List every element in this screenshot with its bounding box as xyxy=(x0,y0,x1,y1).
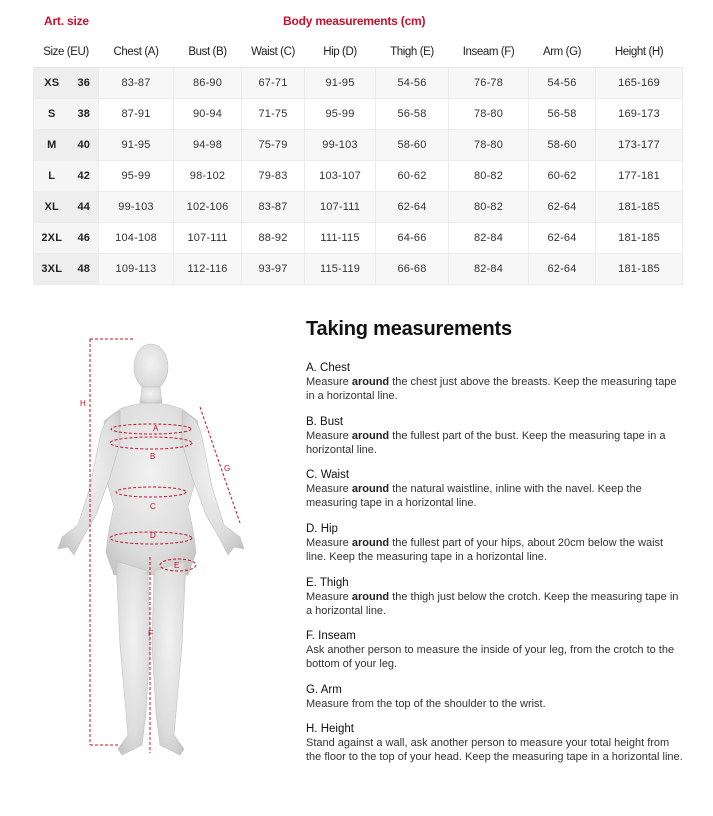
body-silhouette xyxy=(58,344,244,755)
measurement-cell: 82-84 xyxy=(449,223,529,254)
emphasis-text: around xyxy=(351,376,390,388)
measurement-cell: 54-56 xyxy=(376,68,449,99)
measurement-cell: 78-80 xyxy=(449,130,529,161)
size-label: L xyxy=(34,161,70,192)
figure-label-e: E xyxy=(174,561,180,570)
measurement-cell: 82-84 xyxy=(449,254,529,285)
figure-label-a: A xyxy=(153,424,159,433)
description-text: Stand against a wall, ask another person to measure your total height from the floor to the top of your head. Keep the measuring tape in a horizontal line. xyxy=(306,737,683,763)
description-text: Measure xyxy=(306,537,352,549)
size-eu: 40 xyxy=(70,130,99,161)
measurement-item-title: A. Chest xyxy=(306,362,351,374)
description-text: Measure from the top of the shoulder to the wrist. xyxy=(306,698,546,710)
measurement-cell: 60-62 xyxy=(529,161,596,192)
measurement-cell: 104-108 xyxy=(99,223,174,254)
measurement-cell: 112-116 xyxy=(174,254,242,285)
table-row xyxy=(34,161,683,192)
measurement-cell: 165-169 xyxy=(596,68,683,99)
measurement-cell: 66-68 xyxy=(376,254,449,285)
emphasis-text: around xyxy=(351,430,390,442)
measurement-cell: 99-103 xyxy=(99,192,174,223)
table-header-row xyxy=(34,37,683,68)
measurement-cell: 71-75 xyxy=(242,99,305,130)
measurement-item xyxy=(306,722,686,764)
description-text: the chest just above the breasts. Keep the measuring tape in a horizontal line. xyxy=(306,376,677,402)
column-header: Chest (A) xyxy=(99,37,174,68)
column-header: Inseam (F) xyxy=(449,37,529,68)
measurement-cell: 87-91 xyxy=(99,99,174,130)
size-eu: 38 xyxy=(70,99,99,130)
measurement-cell: 102-106 xyxy=(174,192,242,223)
measurement-cell: 111-115 xyxy=(305,223,376,254)
measurement-item-title: H. Height xyxy=(306,723,354,735)
measurement-cell: 107-111 xyxy=(305,192,376,223)
measurement-item-description xyxy=(306,643,686,671)
measurement-cell: 64-66 xyxy=(376,223,449,254)
measurement-cell: 67-71 xyxy=(242,68,305,99)
table-row xyxy=(34,254,683,285)
size-eu: 42 xyxy=(70,161,99,192)
measurement-cell: 181-185 xyxy=(596,192,683,223)
measurement-item-title: E. Thigh xyxy=(306,577,349,589)
measurement-cell: 107-111 xyxy=(174,223,242,254)
measurement-cell: 80-82 xyxy=(449,192,529,223)
size-table xyxy=(33,37,683,285)
measurement-cell: 177-181 xyxy=(596,161,683,192)
body-measurements-header: Body measurements (cm) xyxy=(283,14,426,28)
size-label: 2XL xyxy=(34,223,70,254)
table-row xyxy=(34,130,683,161)
table-row xyxy=(34,223,683,254)
measurement-cell: 95-99 xyxy=(99,161,174,192)
emphasis-text: around xyxy=(351,537,390,549)
figure-label-b: B xyxy=(150,452,156,461)
measurement-cell: 58-60 xyxy=(376,130,449,161)
measurement-item xyxy=(306,683,686,711)
figure-label-c: C xyxy=(150,502,156,511)
measurement-cell: 103-107 xyxy=(305,161,376,192)
measurement-item-description xyxy=(306,536,686,564)
column-header: Thigh (E) xyxy=(376,37,449,68)
description-text: the fullest part of your hips, about 20cm below the waist line. Keep the measuring tape in a horizontal line. xyxy=(306,537,664,563)
measurement-cell: 79-83 xyxy=(242,161,305,192)
size-label: M xyxy=(34,130,70,161)
measurement-cell: 93-97 xyxy=(242,254,305,285)
column-header: Arm (G) xyxy=(529,37,596,68)
measurement-item xyxy=(306,522,686,564)
size-eu: 46 xyxy=(70,223,99,254)
measurement-cell: 54-56 xyxy=(529,68,596,99)
figure-label-h: H xyxy=(80,399,86,408)
column-header: Size (EU) xyxy=(34,37,99,68)
measurement-item-title: C. Waist xyxy=(306,469,350,481)
table-row xyxy=(34,99,683,130)
emphasis-text: around xyxy=(351,483,390,495)
measurement-cell: 86-90 xyxy=(174,68,242,99)
measurement-item-description xyxy=(306,429,686,457)
measurement-cell: 94-98 xyxy=(174,130,242,161)
size-eu: 48 xyxy=(70,254,99,285)
size-label: 3XL xyxy=(34,254,70,285)
measurement-cell: 56-58 xyxy=(529,99,596,130)
measurement-item xyxy=(306,361,686,403)
table-row xyxy=(34,68,683,99)
description-text: Measure xyxy=(306,376,352,388)
description-text: Ask another person to measure the inside of your leg, from the crotch to the bottom of your leg. xyxy=(306,644,675,670)
measurement-cell: 75-79 xyxy=(242,130,305,161)
measurement-item-title: F. Inseam xyxy=(306,630,356,642)
emphasis-text: around xyxy=(351,591,390,603)
column-header: Hip (D) xyxy=(305,37,376,68)
description-text: Measure xyxy=(306,483,352,495)
measurement-item xyxy=(306,415,686,457)
table-row xyxy=(34,192,683,223)
measurement-cell: 78-80 xyxy=(449,99,529,130)
measurement-cell: 90-94 xyxy=(174,99,242,130)
measurement-cell: 88-92 xyxy=(242,223,305,254)
column-header: Bust (B) xyxy=(174,37,242,68)
measurement-cell: 95-99 xyxy=(305,99,376,130)
measurement-item xyxy=(306,468,686,510)
measurement-cell: 181-185 xyxy=(596,254,683,285)
description-text: Measure xyxy=(306,591,352,603)
measurement-cell: 62-64 xyxy=(529,223,596,254)
measurement-item-description xyxy=(306,697,686,711)
size-eu: 36 xyxy=(70,68,99,99)
description-text: Measure xyxy=(306,430,352,442)
measurement-cell: 60-62 xyxy=(376,161,449,192)
measurement-item-description xyxy=(306,590,686,618)
measurement-item xyxy=(306,576,686,618)
measurement-item-description xyxy=(306,482,686,510)
art-size-header: Art. size xyxy=(44,14,89,28)
column-header: Height (H) xyxy=(596,37,683,68)
measurement-item-title: D. Hip xyxy=(306,523,338,535)
measurement-cell: 169-173 xyxy=(596,99,683,130)
size-label: XS xyxy=(34,68,70,99)
figure-label-g: G xyxy=(224,464,231,473)
body-measurement-figure xyxy=(38,325,278,785)
measurement-item-title: B. Bust xyxy=(306,416,344,428)
measurement-item-title: G. Arm xyxy=(306,684,342,696)
figure-label-f: F xyxy=(148,629,153,638)
description-text: the thigh just below the crotch. Keep the measuring tape in a horizontal line. xyxy=(306,591,679,617)
measurement-cell: 62-64 xyxy=(529,254,596,285)
measurement-cell: 91-95 xyxy=(99,130,174,161)
measurement-cell: 58-60 xyxy=(529,130,596,161)
size-label: XL xyxy=(34,192,70,223)
measurement-cell: 99-103 xyxy=(305,130,376,161)
description-text: the natural waistline, inline with the navel. Keep the measuring tape in a horizontal line. xyxy=(306,483,642,509)
figure-label-d: D xyxy=(150,531,156,540)
measurement-cell: 56-58 xyxy=(376,99,449,130)
measurement-cell: 109-113 xyxy=(99,254,174,285)
measurement-cell: 76-78 xyxy=(449,68,529,99)
measurement-cell: 62-64 xyxy=(529,192,596,223)
description-text: the fullest part of the bust. Keep the measuring tape in a horizontal line. xyxy=(306,430,666,456)
measurement-cell: 115-119 xyxy=(305,254,376,285)
measurement-cell: 83-87 xyxy=(99,68,174,99)
measurement-item-description xyxy=(306,375,686,403)
measurement-cell: 91-95 xyxy=(305,68,376,99)
measurement-cell: 83-87 xyxy=(242,192,305,223)
measurement-cell: 173-177 xyxy=(596,130,683,161)
measurement-cell: 80-82 xyxy=(449,161,529,192)
column-header: Waist (C) xyxy=(242,37,305,68)
size-label: S xyxy=(34,99,70,130)
taking-measurements-title: Taking measurements xyxy=(306,318,512,340)
measurement-cell: 98-102 xyxy=(174,161,242,192)
measurement-cell: 181-185 xyxy=(596,223,683,254)
measurement-item-description xyxy=(306,736,686,764)
size-eu: 44 xyxy=(70,192,99,223)
measurement-item xyxy=(306,629,686,671)
measurement-cell: 62-64 xyxy=(376,192,449,223)
